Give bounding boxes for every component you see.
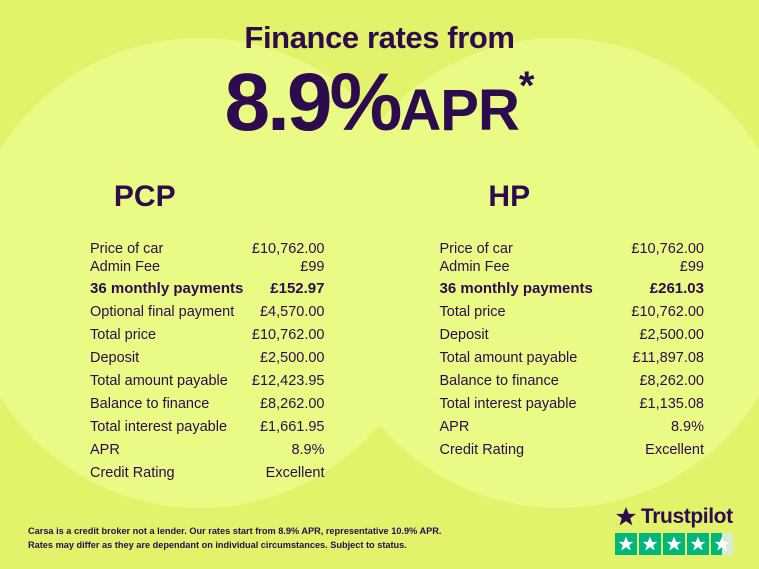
- rate-asterisk: *: [518, 64, 535, 108]
- table-row: [90, 415, 325, 438]
- table-row: [90, 346, 325, 369]
- row-value: £8,262.00: [639, 372, 704, 389]
- row-value: £10,762.00: [631, 303, 704, 320]
- row-value: £2,500.00: [259, 349, 325, 366]
- row-label: Deposit: [90, 349, 140, 366]
- finance-column-hp: [380, 180, 759, 484]
- table-row: [440, 415, 705, 438]
- table-row: [440, 392, 705, 415]
- row-label: Admin Fee: [90, 259, 161, 275]
- table-row: [90, 461, 325, 484]
- row-label: Total interest payable: [90, 418, 228, 435]
- table-row-monthly-payments: [90, 276, 325, 300]
- finance-comparison: [0, 180, 759, 484]
- row-label: Credit Rating: [90, 464, 175, 481]
- table-row: [440, 300, 705, 323]
- row-value: £152.97: [270, 279, 325, 297]
- row-label: Total interest payable: [439, 395, 577, 412]
- trustpilot-star-icon: [615, 506, 637, 528]
- row-value: £261.03: [649, 279, 704, 297]
- row-value: £10,762.00: [251, 326, 325, 343]
- headline-rate: [0, 57, 759, 148]
- table-row: [440, 323, 705, 346]
- row-value: £8,262.00: [259, 395, 325, 412]
- row-label: Price of car: [439, 241, 513, 257]
- row-value: £4,570.00: [259, 303, 325, 320]
- row-label: APR: [439, 418, 470, 435]
- row-value: £11,897.08: [632, 349, 704, 366]
- row-value: Excellent: [265, 464, 325, 481]
- star-half-icon: [711, 533, 733, 555]
- star-filled-icon: [687, 533, 709, 555]
- row-label: 36 monthly payments: [90, 279, 244, 297]
- table-row: [90, 392, 325, 415]
- table-row: [440, 346, 705, 369]
- row-value: 8.9%: [291, 441, 325, 458]
- row-label: Price of car: [90, 241, 164, 257]
- row-value: £99: [300, 259, 325, 275]
- table-row: [90, 438, 325, 461]
- finance-column-pcp: [0, 180, 380, 484]
- star-filled-icon: [663, 533, 685, 555]
- row-value: £10,762.00: [631, 241, 704, 257]
- row-label: 36 monthly payments: [439, 279, 593, 297]
- disclaimer-text: Carsa is a credit broker not a lender. Our rates start from 8.9% APR, representative 10.9% APR. Rates may differ as they are dependant on individual circumstances. Subject to status.: [28, 526, 442, 551]
- row-label: Total amount payable: [439, 349, 578, 366]
- row-label: Deposit: [439, 326, 489, 343]
- footer: [0, 505, 759, 569]
- row-value: £12,423.95: [251, 372, 325, 389]
- row-value: Excellent: [645, 441, 704, 458]
- row-label: Total price: [439, 303, 506, 320]
- table-row: [440, 369, 705, 392]
- row-value: £99: [679, 259, 704, 275]
- row-value: 8.9%: [670, 418, 704, 435]
- table-row-monthly-payments: [440, 276, 705, 300]
- row-value: £10,762.00: [251, 241, 325, 257]
- rate-apr-label: APR: [399, 78, 519, 143]
- star-filled-icon: [639, 533, 661, 555]
- table-row: [90, 369, 325, 392]
- column-title-pcp: PCP: [113, 180, 176, 213]
- table-row: [440, 438, 705, 461]
- trustpilot-stars: [615, 533, 735, 555]
- table-row: [90, 300, 325, 323]
- table-row: [440, 258, 705, 276]
- row-value: £2,500.00: [639, 326, 704, 343]
- rate-number: 8.9%: [224, 57, 400, 148]
- row-label: Total amount payable: [90, 372, 228, 389]
- trustpilot-rating: [615, 505, 735, 555]
- column-title-hp: HP: [488, 180, 531, 213]
- row-label: Balance to finance: [90, 395, 210, 412]
- row-label: Total price: [90, 326, 157, 343]
- page-title: Finance rates from: [244, 20, 515, 55]
- row-label: APR: [90, 441, 120, 458]
- row-value: £1,135.08: [639, 395, 704, 412]
- table-row: [90, 240, 325, 258]
- row-label: Credit Rating: [439, 441, 525, 458]
- row-label: Admin Fee: [439, 259, 510, 275]
- pcp-rows: [90, 240, 325, 484]
- table-row: [440, 240, 705, 258]
- row-label: Balance to finance: [439, 372, 559, 389]
- hp-rows: [440, 240, 705, 461]
- trustpilot-label: Trustpilot: [641, 505, 733, 528]
- table-row: [90, 258, 325, 276]
- table-row: [90, 323, 325, 346]
- trustpilot-logo: [615, 505, 735, 529]
- row-label: Optional final payment: [90, 303, 235, 320]
- row-value: £1,661.95: [259, 418, 325, 435]
- star-filled-icon: [615, 533, 637, 555]
